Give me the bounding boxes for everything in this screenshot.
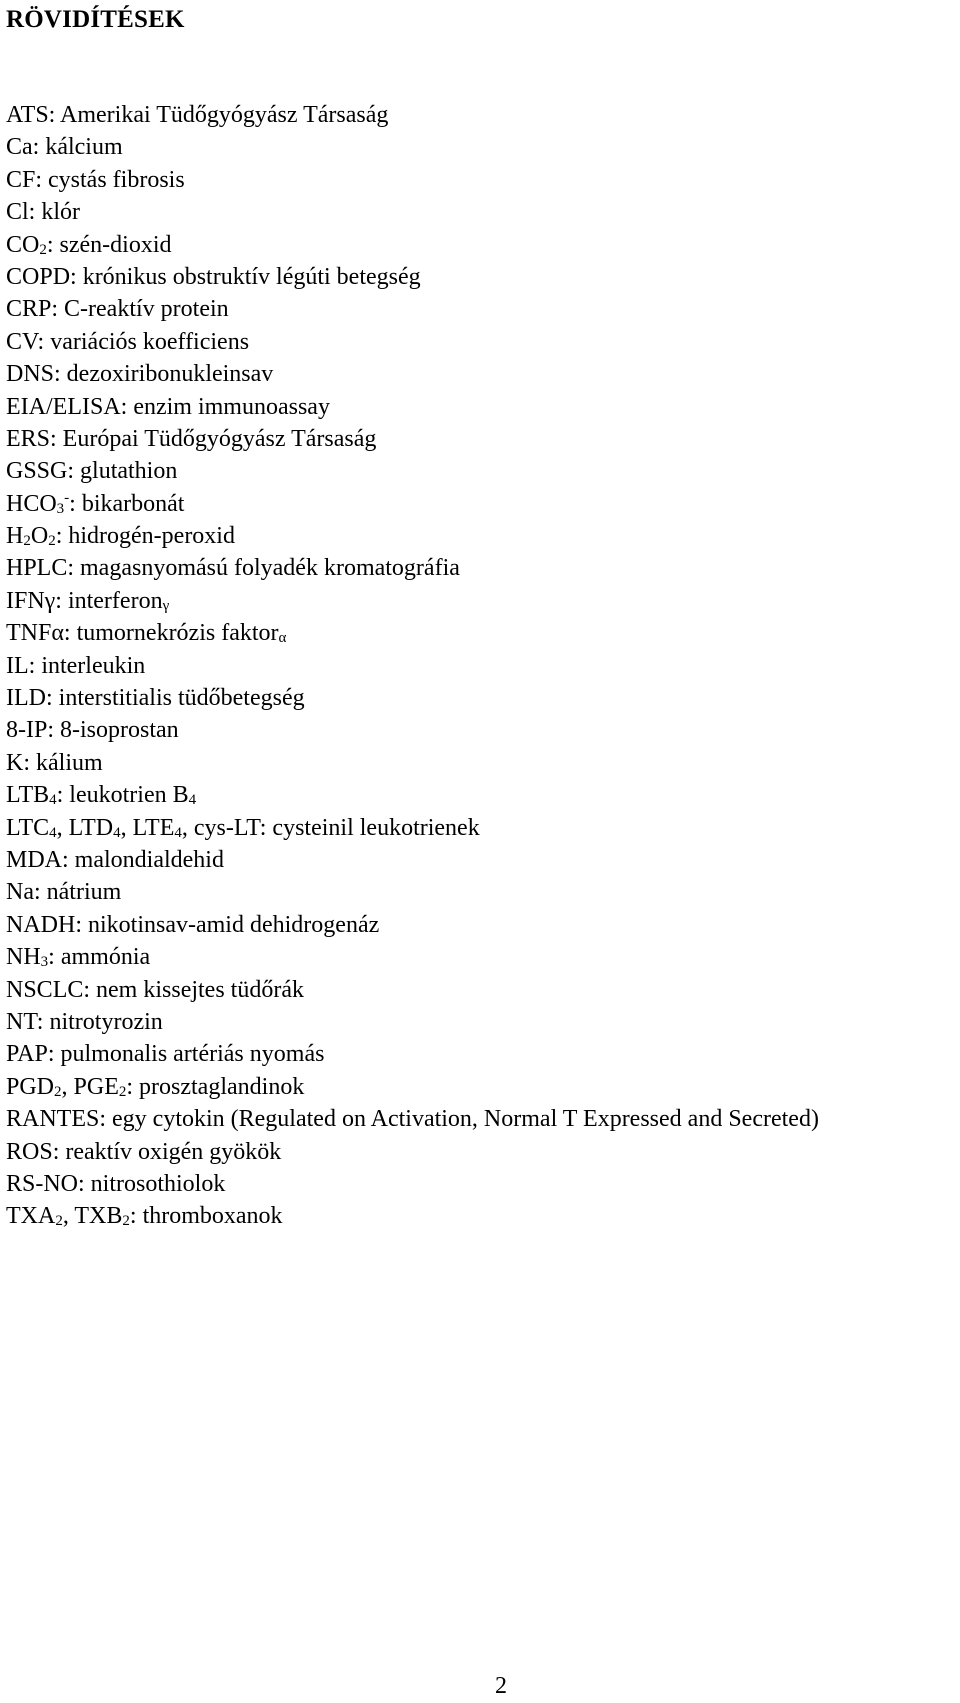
- subscript-text: 2: [39, 241, 47, 258]
- abbreviation-item: [6, 99, 819, 131]
- abbreviation-text: RS-NO: nitrosothiolok: [6, 1170, 226, 1197]
- abbreviation-item: [6, 326, 819, 358]
- abbreviation-text: LTC: [6, 814, 50, 841]
- abbreviation-item: [6, 779, 819, 811]
- abbreviation-item: [6, 455, 819, 487]
- subscript-text: 3: [56, 500, 65, 517]
- subscript-text: 4: [188, 792, 197, 809]
- abbreviation-item: [6, 585, 819, 617]
- abbreviation-text: CO: [6, 231, 40, 258]
- abbreviation-text: PAP: pulmonalis artériás nyomás: [6, 1041, 325, 1068]
- subscript-text: 2: [122, 1213, 130, 1230]
- abbreviation-text: CF: cystás fibrosis: [6, 166, 185, 193]
- abbreviation-text: , cys-LT: cysteinil leukotrienek: [181, 814, 480, 841]
- abbreviation-text: HPLC: magasnyomású folyadék kromatográfia: [6, 555, 460, 582]
- abbreviation-text: HCO: [6, 490, 57, 517]
- abbreviation-item: [6, 1200, 819, 1232]
- abbreviation-item: [6, 1168, 819, 1200]
- subscript-text: 2: [23, 533, 31, 550]
- abbreviation-text: DNS: dezoxiribonukleinsav: [6, 361, 274, 388]
- abbreviation-text: ERS: Európai Tüdőgyógyász Társaság: [6, 425, 377, 452]
- abbreviation-item: [6, 229, 819, 261]
- subscript-text: 4: [174, 824, 182, 841]
- subscript-text: 2: [48, 533, 56, 550]
- abbreviation-item: [6, 358, 819, 390]
- abbreviation-text: , LTE: [120, 814, 175, 841]
- abbreviation-text: RANTES: egy cytokin (Regulated on Activation, Normal T Expressed and Secreted): [6, 1106, 819, 1133]
- subscript-text: 4: [49, 824, 57, 841]
- abbreviation-text: PGD: [6, 1073, 55, 1100]
- abbreviation-text: : szén-dioxid: [46, 231, 172, 258]
- superscript-text: -: [64, 489, 70, 506]
- abbreviation-item: [6, 974, 819, 1006]
- abbreviation-text: IL: interleukin: [6, 652, 146, 679]
- abbreviation-item: [6, 196, 819, 228]
- abbreviation-text: NT: nitrotyrozin: [6, 1008, 163, 1035]
- abbreviation-item: [6, 164, 819, 196]
- abbreviation-text: CV: variációs koefficiens: [6, 328, 250, 355]
- abbreviation-item: [6, 1006, 819, 1038]
- abbreviation-text: : leukotrien B: [56, 782, 189, 809]
- abbreviation-text: H: [6, 523, 24, 550]
- abbreviation-item: [6, 876, 819, 908]
- abbreviation-text: GSSG: glutathion: [6, 458, 178, 485]
- abbreviation-text: : thromboxanok: [129, 1203, 283, 1230]
- abbreviation-text: NSCLC: nem kissejtes tüdőrák: [6, 976, 304, 1003]
- abbreviation-item: [6, 617, 819, 649]
- abbreviation-text: TXA: [6, 1203, 56, 1230]
- abbreviation-item: [6, 1071, 819, 1103]
- abbreviation-text: : hidrogén-peroxid: [55, 523, 235, 550]
- abbreviation-item: [6, 812, 819, 844]
- subscript-text: 4: [49, 792, 57, 809]
- subscript-text: 2: [55, 1213, 63, 1230]
- abbreviation-item: [6, 552, 819, 584]
- abbreviation-text: EIA/ELISA: enzim immunoassay: [6, 393, 330, 420]
- abbreviation-text: : prosztaglandinok: [126, 1073, 305, 1100]
- abbreviation-item: [6, 423, 819, 455]
- abbreviation-text: MDA: malondialdehid: [6, 846, 224, 873]
- abbreviation-text: Ca: kálcium: [6, 134, 123, 161]
- abbreviation-text: , PGE: [61, 1073, 119, 1100]
- subscript-text: 2: [118, 1083, 127, 1100]
- abbreviation-item: [6, 714, 819, 746]
- abbreviation-text: K: kálium: [6, 749, 103, 776]
- abbreviation-text: IFNγ: interferon: [6, 587, 163, 614]
- abbreviation-item: [6, 909, 819, 941]
- abbreviation-item: [6, 1136, 819, 1168]
- abbreviation-item: [6, 844, 819, 876]
- subscript-text: γ: [162, 597, 170, 614]
- abbreviation-text: TNFα: tumornekrózis faktor: [6, 620, 279, 647]
- abbreviation-text: 8-IP: 8-isoprostan: [6, 717, 179, 744]
- abbreviation-text: ATS: Amerikai Tüdőgyógyász Társaság: [6, 102, 389, 128]
- subscript-text: 4: [113, 824, 121, 841]
- subscript-text: 3: [40, 954, 49, 971]
- abbreviation-item: [6, 1103, 819, 1135]
- page-title: RÖVIDÍTÉSEK: [6, 6, 185, 33]
- subscript-text: α: [278, 630, 287, 647]
- abbreviation-text: LTB: [6, 782, 50, 809]
- subscript-text: 2: [54, 1083, 62, 1100]
- abbreviation-text: NADH: nikotinsav-amid dehidrogenáz: [6, 911, 380, 938]
- abbreviation-item: [6, 682, 819, 714]
- abbreviation-text: Cl: klór: [6, 199, 81, 226]
- abbreviation-text: O: [30, 523, 49, 550]
- abbreviation-list: [6, 99, 819, 1233]
- abbreviation-item: [6, 391, 819, 423]
- abbreviation-text: : bikarbonát: [69, 490, 185, 517]
- abbreviation-item: [6, 488, 819, 520]
- abbreviation-text: Na: nátrium: [6, 879, 122, 906]
- abbreviation-text: COPD: krónikus obstruktív légúti betegség: [6, 263, 421, 290]
- abbreviation-text: : ammónia: [48, 944, 151, 971]
- abbreviation-text: CRP: C-reaktív protein: [6, 296, 229, 323]
- abbreviation-text: , LTD: [56, 814, 114, 841]
- abbreviation-item: [6, 1038, 819, 1070]
- abbreviation-item: [6, 941, 819, 973]
- abbreviation-text: NH: [6, 944, 41, 971]
- abbreviation-item: [6, 131, 819, 163]
- abbreviation-text: ILD: interstitialis tüdőbetegség: [6, 685, 305, 712]
- abbreviation-item: [6, 747, 819, 779]
- abbreviation-item: [6, 293, 819, 325]
- page-number: 2: [495, 1673, 507, 1699]
- abbreviation-text: ROS: reaktív oxigén gyökök: [6, 1138, 282, 1165]
- abbreviation-item: [6, 261, 819, 293]
- abbreviation-text: , TXB: [62, 1203, 123, 1230]
- abbreviation-item: [6, 520, 819, 552]
- abbreviation-item: [6, 650, 819, 682]
